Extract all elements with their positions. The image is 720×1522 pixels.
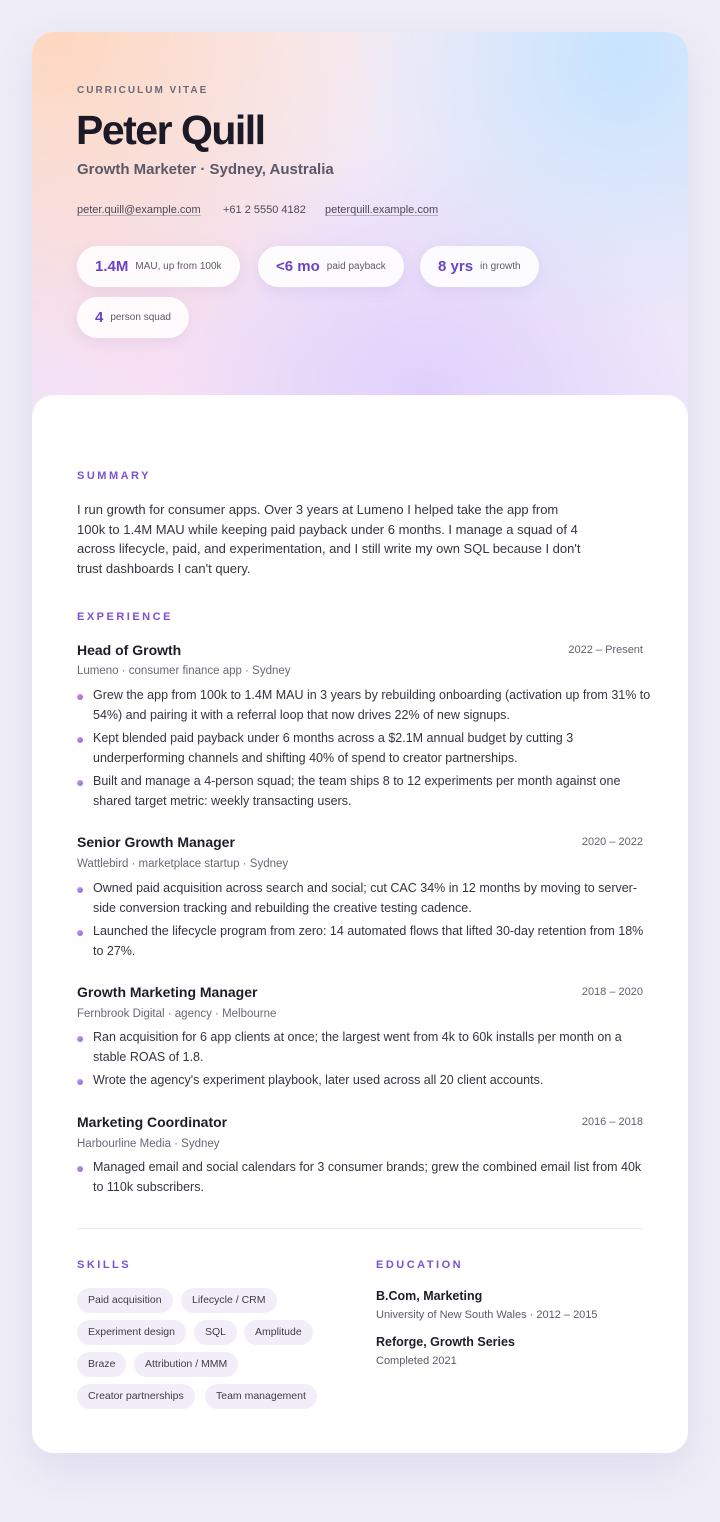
resume-header <box>32 32 688 432</box>
person-name: Peter Quill <box>76 107 265 153</box>
bullet-dot-icon <box>77 1036 83 1042</box>
job-bullet: Managed email and social calendars for 3 consumer brands; grew the combined email list from 40k to 110k subscribers. <box>93 1160 642 1194</box>
job-bullet: Owned paid acquisition across search and social; cut CAC 34% in 12 months by moving to server-side conversion tracking and rebuilding the creative testing cadence. <box>93 881 638 915</box>
bullet-dot-icon <box>77 887 83 893</box>
skill-chip: Attribution / MMM <box>134 1352 238 1377</box>
email-link[interactable]: peter.quill@example.com <box>77 204 201 216</box>
resume-card <box>32 32 688 1453</box>
job-title: Marketing Coordinator <box>77 1114 228 1130</box>
education-course: Reforge, Growth Series <box>376 1335 515 1349</box>
section-title-summary: SUMMARY <box>77 470 151 482</box>
stat-value: 8 yrs <box>438 258 474 275</box>
job-bullet: Grew the app from 100k to 1.4M MAU in 3 years by rebuilding onboarding (activation up from 31% to 54%) and pairing it with a referral loop that now drives 22% of new signups. <box>93 688 651 722</box>
document-label: CURRICULUM VITAE <box>77 85 209 96</box>
job-title: Senior Growth Manager <box>77 834 235 850</box>
stat-label: MAU, up from 100k <box>135 261 222 272</box>
person-role: Growth Marketer · Sydney, Australia <box>77 161 334 178</box>
bullet-dot-icon <box>77 1166 83 1172</box>
resume-body <box>32 395 688 1453</box>
bullet-dot-icon <box>77 737 83 743</box>
job-dates: 2022 – Present <box>568 644 643 656</box>
job-bullet: Kept blended paid payback under 6 months across a $2.1M annual budget by cutting 3 underperforming channels and shifting 40% of spend to creator partnerships. <box>93 731 574 765</box>
stat-pill <box>420 246 539 287</box>
section-divider <box>77 1228 643 1229</box>
website-link[interactable]: peterquill.example.com <box>325 204 439 216</box>
bullet-dot-icon <box>77 1079 83 1085</box>
skill-chip: Experiment design <box>77 1320 186 1345</box>
stat-label: paid payback <box>326 261 386 272</box>
education-completed: Completed 2021 <box>376 1355 457 1367</box>
skill-chip: Amplitude <box>244 1320 313 1345</box>
job-bullet: Built and manage a 4-person squad; the team ships 8 to 12 experiments per month against one shared target metric: weekly transacting users. <box>93 774 621 808</box>
bullet-dot-icon <box>77 694 83 700</box>
summary-text: I run growth for consumer apps. Over 3 years at Lumeno I helped take the app from 100k to 1.4M MAU while keeping paid payback under 6 months. I manage a squad of 4 across lifecycle, paid, and experimentation, and I still write my own SQL because I don't trust dashboards I can't query. <box>77 502 581 576</box>
job-dates: 2016 – 2018 <box>581 1116 643 1128</box>
job-title: Head of Growth <box>77 642 182 658</box>
stat-value: 4 <box>95 309 104 326</box>
job-company: Fernbrook Digital · agency · Melbourne <box>77 1008 277 1020</box>
job-bullet: Wrote the agency's experiment playbook, later used across all 20 client accounts. <box>93 1073 544 1087</box>
section-title-education: EDUCATION <box>376 1259 464 1271</box>
section-title-experience: EXPERIENCE <box>77 611 173 623</box>
skill-chip: Creator partnerships <box>77 1384 195 1409</box>
bullet-dot-icon <box>77 780 83 786</box>
stat-label: in growth <box>480 261 521 272</box>
job-dates: 2020 – 2022 <box>581 836 643 848</box>
job-company: Lumeno · consumer finance app · Sydney <box>77 665 291 677</box>
stat-pill <box>77 297 189 338</box>
job-bullet: Launched the lifecycle program from zero: 14 automated flows that lifted 30-day retention from 18% to 27%. <box>93 924 644 958</box>
job-company: Harbourline Media · Sydney <box>77 1138 220 1150</box>
section-title-skills: SKILLS <box>77 1259 132 1271</box>
skill-chip: Braze <box>77 1352 126 1377</box>
skill-chip: Paid acquisition <box>77 1288 173 1313</box>
skill-chip: Lifecycle / CRM <box>181 1288 277 1313</box>
stat-pill <box>258 246 404 287</box>
education-degree: B.Com, Marketing <box>376 1289 483 1303</box>
education-institution: University of New South Wales · 2012 – 2015 <box>376 1309 598 1321</box>
stat-pill <box>77 246 240 287</box>
job-bullet: Ran acquisition for 6 app clients at once; the largest went from 4k to 60k installs per month on a stable ROAS of 1.8. <box>93 1030 622 1064</box>
stat-value: <6 mo <box>276 258 320 275</box>
stat-value: 1.4M <box>95 258 129 275</box>
skill-chip: Team management <box>205 1384 317 1409</box>
job-title: Growth Marketing Manager <box>77 984 258 1000</box>
stat-label: person squad <box>110 312 171 323</box>
phone-number: +61 2 5550 4182 <box>223 204 306 216</box>
bullet-dot-icon <box>77 930 83 936</box>
skill-chip: SQL <box>194 1320 237 1345</box>
job-dates: 2018 – 2020 <box>581 986 643 998</box>
job-company: Wattlebird · marketplace startup · Sydney <box>77 858 289 870</box>
